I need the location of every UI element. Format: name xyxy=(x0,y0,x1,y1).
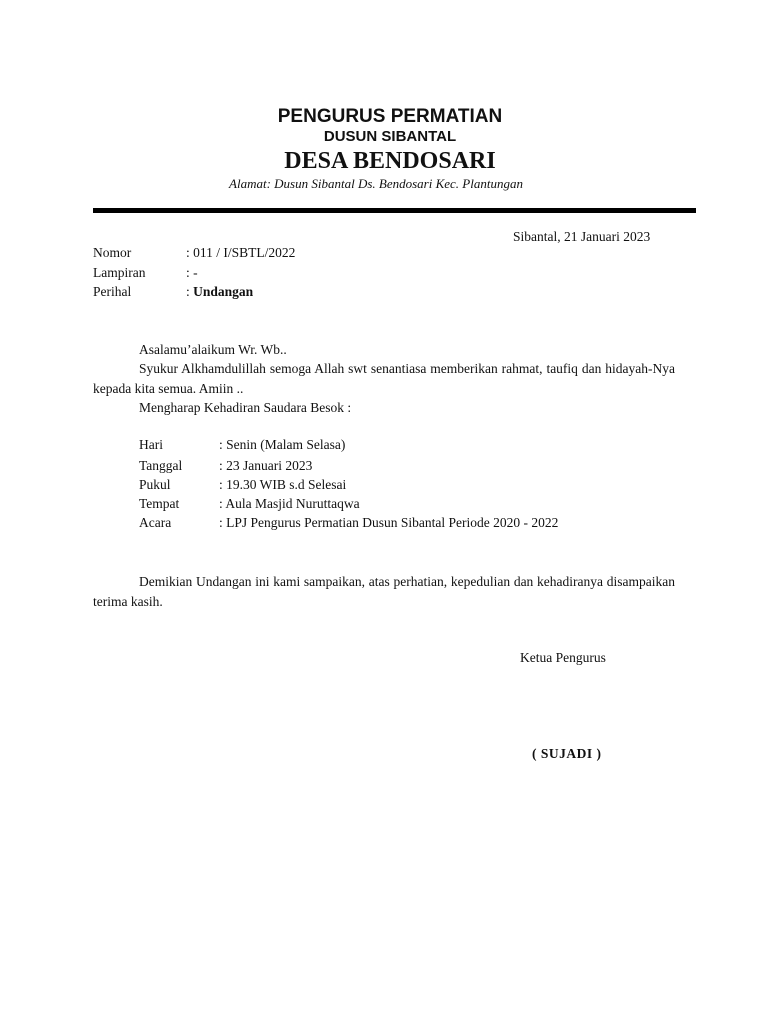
lampiran-label: Lampiran xyxy=(93,265,146,280)
perihal-label: Perihal xyxy=(93,284,132,299)
signature-name: ( SUJADI ) xyxy=(532,746,602,761)
perihal-value-row xyxy=(186,282,253,301)
header-divider xyxy=(93,208,696,213)
letter-date: Sibantal, 21 Januari 2023 xyxy=(513,229,651,244)
perihal-value: Undangan xyxy=(193,284,254,299)
tempat-value: : Aula Masjid Nuruttaqwa xyxy=(219,496,360,511)
org-title: PENGURUS PERMATIAN xyxy=(277,106,503,127)
closing-paragraph: Demikian Undangan ini kami sampaikan, atas perhatian, kepedulian dan kehadiranya disampaikan terima kasih. xyxy=(93,574,675,609)
perihal-colon: : xyxy=(186,284,194,299)
hari-value: : Senin (Malam Selasa) xyxy=(219,437,346,452)
pukul-value: : 19.30 WIB s.d Selesai xyxy=(219,477,347,492)
org-address: Alamat: Dusun Sibantal Ds. Bendosari Kec. Plantungan xyxy=(229,176,523,191)
lampiran-value: : - xyxy=(186,265,198,280)
tempat-label: Tempat xyxy=(139,496,180,511)
org-village: DESA BENDOSARI xyxy=(284,148,496,174)
tanggal-label: Tanggal xyxy=(139,458,183,473)
request-line: Mengharap Kehadiran Saudara Besok : xyxy=(139,400,352,415)
acara-value: : LPJ Pengurus Permatian Dusun Sibantal Periode 2020 - 2022 xyxy=(219,515,559,530)
nomor-value: : 011 / I/SBTL/2022 xyxy=(186,245,296,260)
nomor-label: Nomor xyxy=(93,245,132,260)
greeting: Asalamu’alaikum Wr. Wb.. xyxy=(139,342,287,357)
pukul-label: Pukul xyxy=(139,477,171,492)
signature-title: Ketua Pengurus xyxy=(520,650,606,665)
opening-paragraph: Syukur Alkhamdulillah semoga Allah swt senantiasa memberikan rahmat, taufiq dan hidayah-Nya kepada kita semua. Amiin .. xyxy=(93,361,675,396)
tanggal-value: : 23 Januari 2023 xyxy=(219,458,313,473)
org-subtitle: DUSUN SIBANTAL xyxy=(323,128,457,145)
hari-label: Hari xyxy=(139,437,163,452)
acara-label: Acara xyxy=(139,515,172,530)
